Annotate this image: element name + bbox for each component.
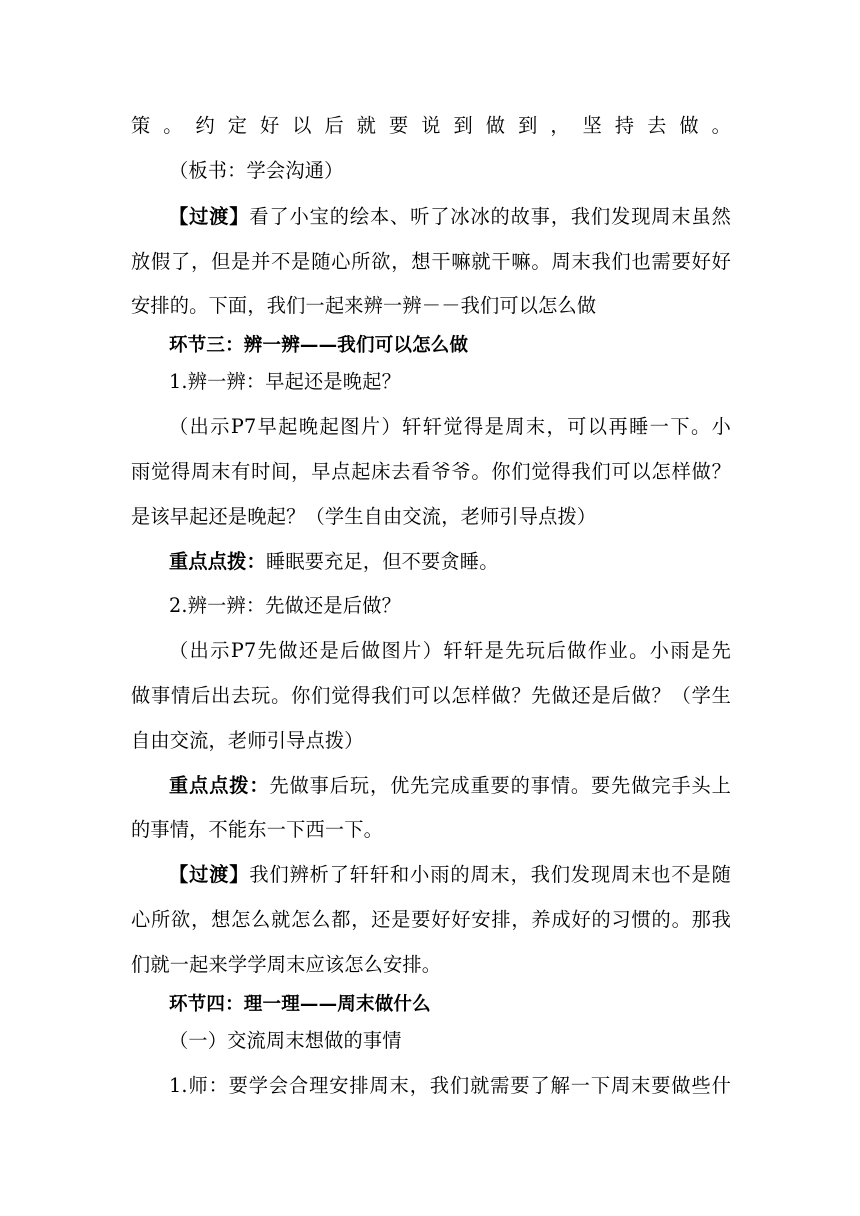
key-point-label: 重点点拨： [169, 774, 270, 797]
transition-label: 【过渡】 [169, 205, 250, 228]
transition-label: 【过渡】 [169, 863, 250, 886]
section-heading-3: 环节三：辨一辨——我们可以怎么做 [169, 335, 469, 356]
paragraph-line: 的事情，不能东一下西一下。 [131, 818, 384, 841]
paragraph-line: 雨觉得周末有时间，早点起床去看爷爷。你们觉得我们可以怎样做？ [131, 460, 731, 483]
subsection-title: （一）交流周末想做的事情 [169, 1029, 402, 1052]
paragraph-line: 是该早起还是晚起？（学生自由交流，老师引导点拨） [131, 505, 597, 528]
paragraph-line: 们就一起来学学周末应该怎么安排。 [131, 953, 442, 976]
paragraph-line: （出示P7早起晚起图片）轩轩觉得是周末，可以再睡一下。小 [169, 415, 731, 438]
transition-paragraph-line [169, 205, 731, 229]
key-point-text: 睡眠要充足，但不要贪睡。 [265, 550, 499, 573]
paragraph-line: 做事情后出去玩。你们觉得我们可以怎样做？先做还是后做？（学生 [131, 684, 731, 707]
transition-text: 我们辨析了轩轩和小雨的周末，我们发现周末也不是随 [249, 863, 731, 886]
subsection-title: 1.辨一辨：早起还是晚起？ [169, 370, 401, 393]
paragraph-line: 安排的。下面，我们一起来辨一辨－－我们可以怎么做 [131, 294, 597, 317]
board-writing-note: （板书：学会沟通） [169, 159, 344, 182]
key-point-line [169, 774, 731, 798]
transition-text: 看了小宝的绘本、听了冰冰的故事，我们发现周末虽然 [249, 205, 731, 228]
subsection-title: 2.辨一辨：先做还是后做？ [169, 594, 401, 617]
transition-paragraph-line [169, 863, 731, 887]
paragraph-line: 自由交流，老师引导点拨） [131, 729, 364, 752]
key-point-line [169, 550, 499, 574]
paragraph-line: （出示P7先做还是后做图片）轩轩是先玩后做作业。小雨是先 [169, 639, 731, 662]
paragraph-line: 1.师：要学会合理安排周末，我们就需要了解一下周末要做些什 [169, 1074, 731, 1097]
paragraph-line: 心所欲，想怎么就怎么都，还是要好好安排，养成好的习惯的。那我 [131, 908, 731, 931]
paragraph-line: 策。约定好以后就要说到做到，坚持去做。 [131, 114, 731, 137]
section-heading-4: 环节四：理一理——周末做什么 [169, 994, 431, 1015]
paragraph-line: 放假了，但是并不是随心所欲，想干嘛就干嘛。周末我们也需要好好 [131, 250, 731, 273]
key-point-text: 先做事后玩，优先完成重要的事情。要先做完手头上 [269, 774, 731, 797]
key-point-label: 重点点拨： [169, 550, 266, 573]
